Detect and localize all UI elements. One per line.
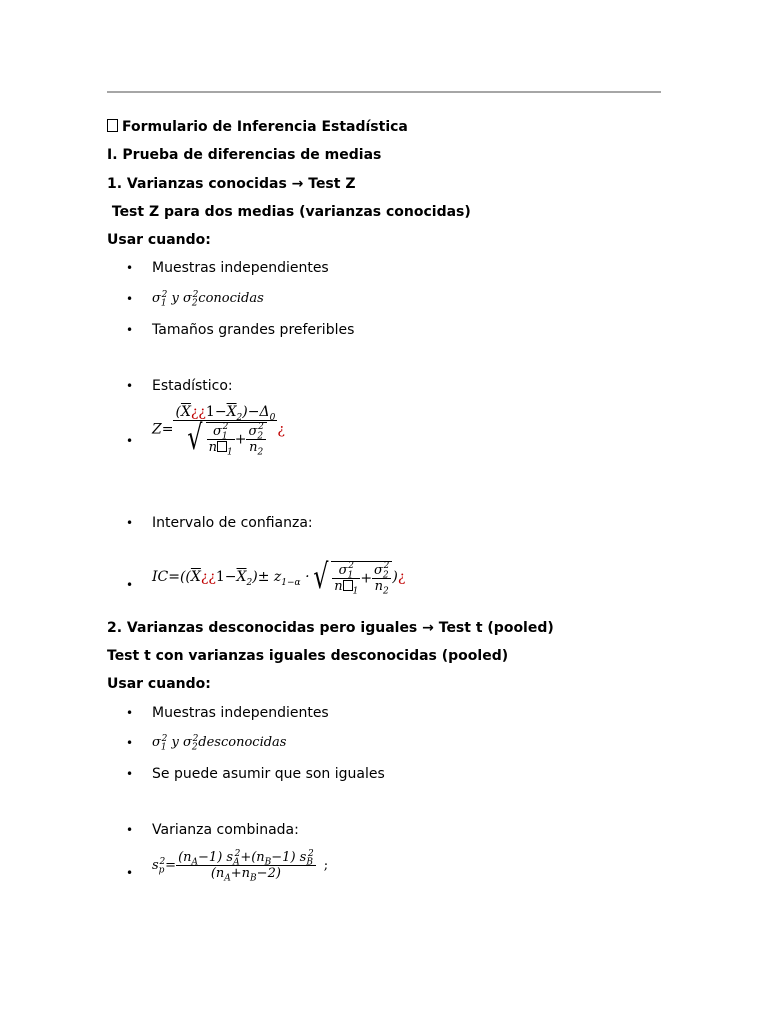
page-title-text: Formulario de Inferencia Estadística bbox=[122, 119, 408, 135]
bullet-icon: • bbox=[126, 516, 134, 530]
subsection-subtitle-2: Test t con varianzas iguales desconocidas (pooled) bbox=[107, 648, 509, 664]
bullet-icon: • bbox=[126, 292, 134, 306]
list-item bbox=[0, 821, 768, 845]
list-item bbox=[0, 432, 768, 456]
list-item bbox=[0, 864, 768, 888]
subsection-subtitle-1: Test Z para dos medias (varianzas conocidas) bbox=[107, 204, 471, 220]
desconocidas-text: desconocidas bbox=[198, 735, 287, 750]
section-heading: I. Prueba de diferencias de medias bbox=[107, 147, 382, 163]
page-title bbox=[107, 118, 408, 136]
bullet-icon: • bbox=[126, 261, 134, 275]
intervalo-label: Intervalo de confianza: bbox=[152, 515, 313, 531]
estadistico-label: Estadístico: bbox=[152, 378, 233, 394]
variances-formula: $\sigma_1^2$ y $\sigma_2^2conocidas$ bbox=[152, 289, 264, 309]
bullet-icon: • bbox=[126, 736, 134, 750]
list-item bbox=[0, 514, 768, 538]
subsection-heading-1: 1. Varianzas conocidas → Test Z bbox=[107, 176, 356, 192]
list-item-text: Se puede asumir que son iguales bbox=[152, 766, 385, 782]
missing-glyph-icon bbox=[107, 119, 118, 132]
subsection-heading-2: 2. Varianzas desconocidas pero iguales → Test t (pooled) bbox=[107, 620, 554, 636]
bullet-icon: • bbox=[126, 823, 134, 837]
list-item bbox=[0, 704, 768, 728]
list-item bbox=[0, 259, 768, 283]
list-item-text: Tamaños grandes preferibles bbox=[152, 322, 355, 338]
usar-cuando-label-2: Usar cuando: bbox=[107, 676, 211, 692]
list-item-text: Muestras independientes bbox=[152, 260, 329, 276]
conocidas-text: conocidas bbox=[198, 291, 264, 306]
variances-formula: $\sigma_1^2$ y $\sigma_2^2desconocidas$ bbox=[152, 733, 287, 753]
list-item bbox=[0, 321, 768, 345]
bullet-icon: • bbox=[126, 866, 134, 880]
horizontal-rule bbox=[107, 91, 661, 93]
list-item-text: Muestras independientes bbox=[152, 705, 329, 721]
pooled-variance-formula: $s_p^2=$ $\frac{(n_A-1) s_A^2+(n_B-1) s_B^2}{(n_A+n_B-2)}$ ; bbox=[152, 848, 329, 884]
varianza-combinada-label: Varianza combinada: bbox=[152, 822, 299, 838]
bullet-icon: • bbox=[126, 323, 134, 337]
bullet-icon: • bbox=[126, 767, 134, 781]
list-item bbox=[0, 765, 768, 789]
bullet-icon: • bbox=[126, 379, 134, 393]
z-statistic-formula: Z= $(\overline{X}¿¿1-\overline{X}_2)-\Delta_0$ √ $\frac{\sigma_1^2}{n _1}$ + $\frac{\sigma_2^2}{n_2}$ ¿ bbox=[152, 404, 285, 458]
confidence-interval-formula: $IC=((\overline{X}¿¿1-\overline{X}_2)\pm z_{1-\alpha}$ ·√ $\frac{\sigma_1^2}{n _1}$ + $\frac{\sigma_2^2}{n_2}$ )¿ bbox=[152, 557, 406, 597]
usar-cuando-label-1: Usar cuando: bbox=[107, 232, 211, 248]
list-item bbox=[0, 377, 768, 401]
bullet-icon: • bbox=[126, 578, 134, 592]
list-item bbox=[0, 290, 768, 314]
bullet-icon: • bbox=[126, 706, 134, 720]
list-item bbox=[0, 734, 768, 758]
bullet-icon: • bbox=[126, 434, 134, 448]
